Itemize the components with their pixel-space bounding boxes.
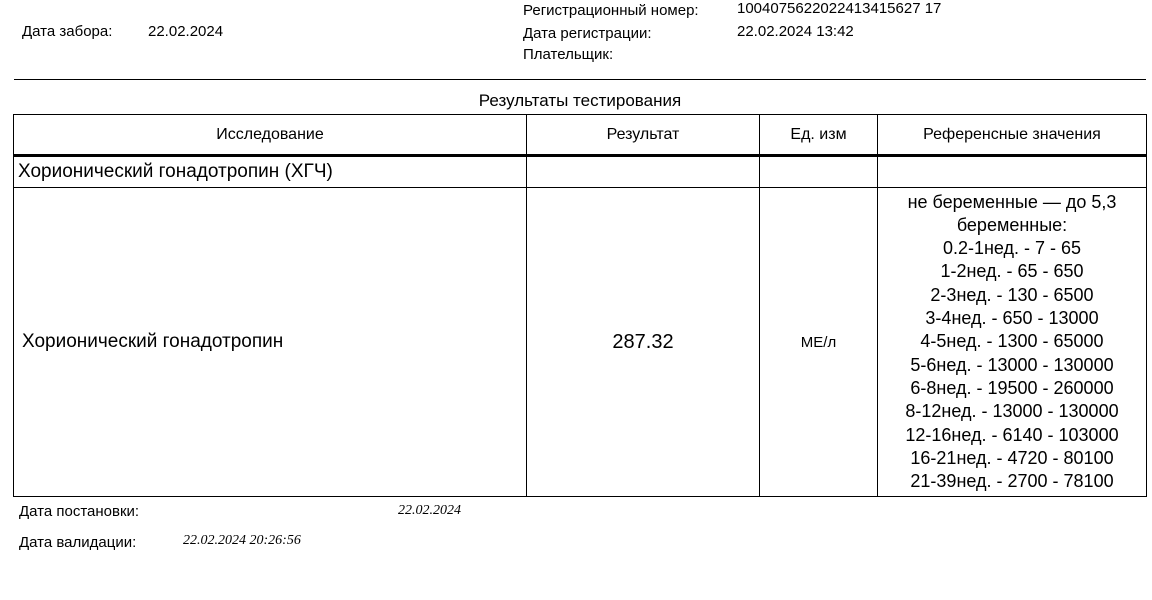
test-name: Хорионический гонадотропин — [14, 188, 527, 497]
column-header-result: Результат — [527, 115, 760, 156]
reference-line: 16-21нед. - 4720 - 80100 — [910, 447, 1114, 468]
reference-line: 8-12нед. - 13000 - 130000 — [905, 401, 1119, 422]
reference-line: 2-3нед. - 130 - 6500 — [930, 284, 1094, 305]
results-table — [13, 114, 1147, 497]
registration-date-label: Дата регистрации: — [523, 25, 652, 42]
table-header-row — [14, 115, 1147, 156]
collection-date-value: 22.02.2024 — [148, 23, 224, 40]
setup-date-value: 22.02.2024 — [398, 503, 461, 518]
test-group-row — [14, 156, 1147, 188]
reference-line: 12-16нед. - 6140 - 103000 — [905, 424, 1119, 445]
reference-line: не беременные — до 5,3 — [907, 191, 1117, 212]
validation-date-value: 22.02.2024 20:26:56 — [183, 533, 301, 548]
reference-line: 5-6нед. - 13000 - 130000 — [910, 354, 1114, 375]
reference-line: 21-39нед. - 2700 - 78100 — [910, 471, 1114, 492]
reference-values — [878, 188, 1147, 497]
column-header-test: Исследование — [14, 115, 527, 156]
empty-cell — [527, 156, 760, 188]
registration-date-value: 22.02.2024 13:42 — [737, 23, 854, 40]
reference-line: беременные: — [956, 214, 1068, 235]
registration-number-label: Регистрационный номер: — [523, 2, 699, 19]
table-row — [14, 188, 1147, 497]
header-divider — [14, 79, 1146, 80]
column-header-unit: Ед. изм — [760, 115, 878, 156]
column-header-reference: Референсные значения — [878, 115, 1147, 156]
setup-date-label: Дата постановки: — [19, 503, 140, 520]
reference-line: 0.2-1нед. - 7 - 65 — [942, 238, 1082, 259]
reference-line: 6-8нед. - 19500 - 260000 — [910, 377, 1114, 398]
empty-cell — [760, 156, 878, 188]
reference-line: 4-5нед. - 1300 - 65000 — [920, 331, 1104, 352]
results-title: Результаты тестирования — [478, 91, 682, 110]
collection-date-label: Дата забора: — [22, 23, 113, 40]
reference-line: 3-4нед. - 650 - 13000 — [925, 308, 1099, 329]
validation-date-label: Дата валидации: — [19, 534, 137, 551]
test-group-name: Хорионический гонадотропин (ХГЧ) — [14, 156, 527, 188]
registration-number-value: 1004075622022413415627 17 — [737, 0, 942, 17]
test-result-value: 287.32 — [527, 188, 760, 497]
payer-label: Плательщик: — [523, 46, 614, 63]
test-unit: МЕ/л — [760, 188, 878, 497]
empty-cell — [878, 156, 1147, 188]
reference-line: 1-2нед. - 65 - 650 — [940, 261, 1084, 282]
